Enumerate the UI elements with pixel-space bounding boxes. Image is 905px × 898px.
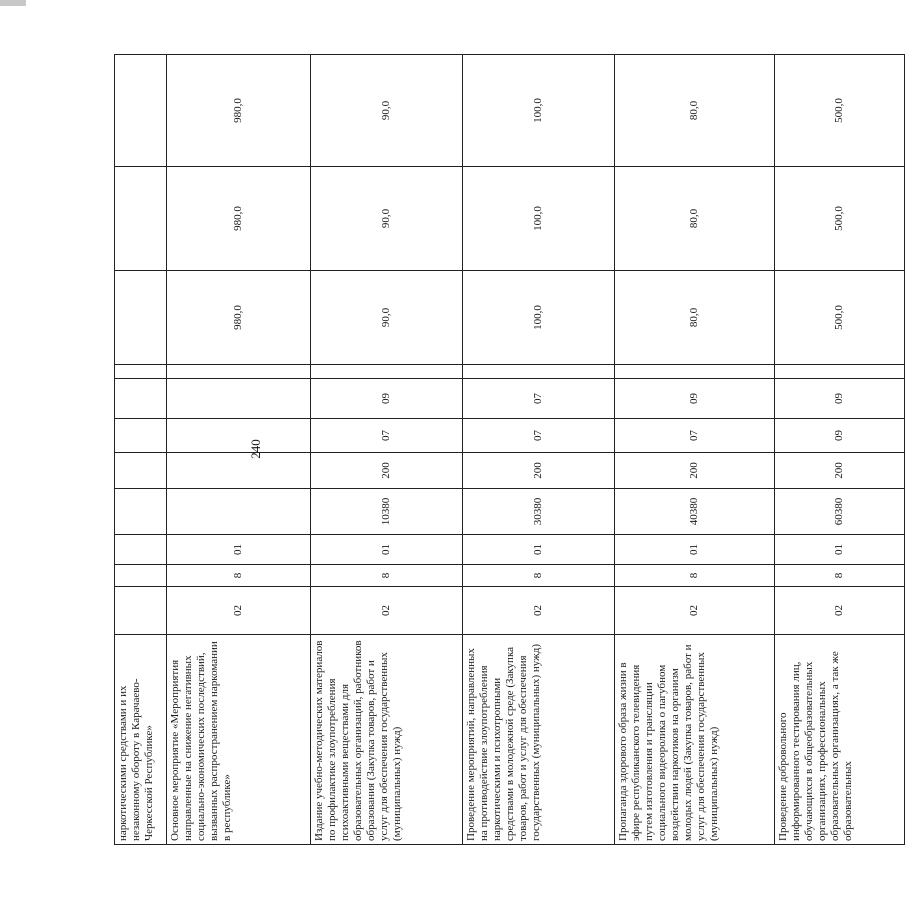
row-cell-col8	[463, 365, 615, 379]
row-cell-col3	[115, 535, 167, 565]
row-cell-col4	[115, 489, 167, 535]
row-cell-col1	[115, 587, 167, 635]
row-cell-col11: 500,0	[775, 55, 905, 167]
row-cell-col6	[167, 419, 311, 453]
row-cell-col10	[115, 167, 167, 271]
row-cell-col11: 100,0	[463, 55, 615, 167]
page-number: 240	[248, 439, 263, 459]
row-cell-col1: 02	[167, 587, 311, 635]
row-cell-col11: 80,0	[615, 55, 775, 167]
row-cell-col8	[311, 365, 463, 379]
row-cell-col9: 100,0	[463, 271, 615, 365]
row-cell-col6: 07	[311, 419, 463, 453]
table-body	[115, 55, 905, 845]
row-cell-col1: 02	[615, 587, 775, 635]
row-cell-col6: 07	[463, 419, 615, 453]
row-cell-col9: 90,0	[311, 271, 463, 365]
table-row	[167, 55, 311, 845]
row-cell-col7	[115, 379, 167, 419]
row-cell-col10: 500,0	[775, 167, 905, 271]
row-cell-col11: 90,0	[311, 55, 463, 167]
row-cell-col6	[115, 419, 167, 453]
table-row	[311, 55, 463, 845]
row-cell-col5: 200	[463, 453, 615, 489]
row-cell-col9: 500,0	[775, 271, 905, 365]
row-cell-col11: 980,0	[167, 55, 311, 167]
rotated-page-content	[114, 55, 854, 845]
row-cell-col2: 8	[311, 565, 463, 587]
row-cell-col5	[167, 453, 311, 489]
row-cell-col1: 02	[775, 587, 905, 635]
row-cell-col7: 09	[615, 379, 775, 419]
row-cell-col7	[167, 379, 311, 419]
row-cell-col11	[115, 55, 167, 167]
row-cell-col5	[115, 453, 167, 489]
row-cell-col8	[615, 365, 775, 379]
budget-table	[114, 54, 905, 845]
row-cell-col6: 07	[615, 419, 775, 453]
row-cell-col3: 01	[615, 535, 775, 565]
row-cell-col4	[167, 489, 311, 535]
row-description: Издание учебно-методических материалов по профилактике злоупотребления психоактивными веществами для образовательных организаций, работников образования (Закупка товаров, работ и услуг для обеспечения государственных (муниципальных) нужд)	[311, 635, 463, 845]
row-cell-col4: 60380	[775, 489, 905, 535]
row-cell-col5: 200	[615, 453, 775, 489]
row-cell-col2: 8	[615, 565, 775, 587]
row-cell-col3: 01	[311, 535, 463, 565]
row-cell-col6: 09	[775, 419, 905, 453]
row-cell-col3: 01	[463, 535, 615, 565]
row-description: Проведение мероприятий, направленных на противодействие злоупотребления наркотическими и психотропными средствами в молодежной среде (Закупка товаров, работ и услуг для обеспечения государственных (муниципальных) нужд)	[463, 635, 615, 845]
row-description: Проведение добровольного информированного тестирования лиц, обучающихся в общеобразовательных организациях, профессиональных образовательных организациях, а так же образовательных	[775, 635, 905, 845]
row-cell-col2: 8	[775, 565, 905, 587]
row-cell-col4: 30380	[463, 489, 615, 535]
row-cell-col2	[115, 565, 167, 587]
row-cell-col8	[775, 365, 905, 379]
row-cell-col2: 8	[167, 565, 311, 587]
table-row	[775, 55, 905, 845]
row-cell-col10: 100,0	[463, 167, 615, 271]
row-cell-col1: 02	[311, 587, 463, 635]
row-cell-col5: 200	[311, 453, 463, 489]
table-row	[115, 55, 167, 845]
row-cell-col7: 09	[775, 379, 905, 419]
row-cell-col1: 02	[463, 587, 615, 635]
row-cell-col9: 80,0	[615, 271, 775, 365]
row-cell-col8	[167, 365, 311, 379]
table-row	[615, 55, 775, 845]
row-cell-col10: 80,0	[615, 167, 775, 271]
scan-corner-mark	[0, 0, 26, 6]
row-cell-col5: 200	[775, 453, 905, 489]
row-cell-col7: 07	[463, 379, 615, 419]
row-description: Основное мероприятие «Мероприятия направленные на снижение негативных социально-экономических последствий, вызванных распространением наркомании в республике»	[167, 635, 311, 845]
row-cell-col3: 01	[775, 535, 905, 565]
row-cell-col4: 40380	[615, 489, 775, 535]
row-cell-col9	[115, 271, 167, 365]
row-cell-col2: 8	[463, 565, 615, 587]
row-cell-col9: 980,0	[167, 271, 311, 365]
row-description: наркотическими средствами и их незаконному обороту в Карачаево-Черкесской Республике»	[115, 635, 167, 845]
row-cell-col4: 10380	[311, 489, 463, 535]
table-row	[463, 55, 615, 845]
row-cell-col10: 90,0	[311, 167, 463, 271]
row-cell-col7: 09	[311, 379, 463, 419]
row-cell-col8	[115, 365, 167, 379]
row-description: Пропаганда здорового образа жизни в эфире республиканского телевидения путем изготовления и трансляции социального видеоролика о пагубном воздействии наркотиков на организм молодых людей (Закупка товаров, работ и услуг для обеспечения государственных (муниципальных) нужд)	[615, 635, 775, 845]
row-cell-col3: 01	[167, 535, 311, 565]
row-cell-col10: 980,0	[167, 167, 311, 271]
